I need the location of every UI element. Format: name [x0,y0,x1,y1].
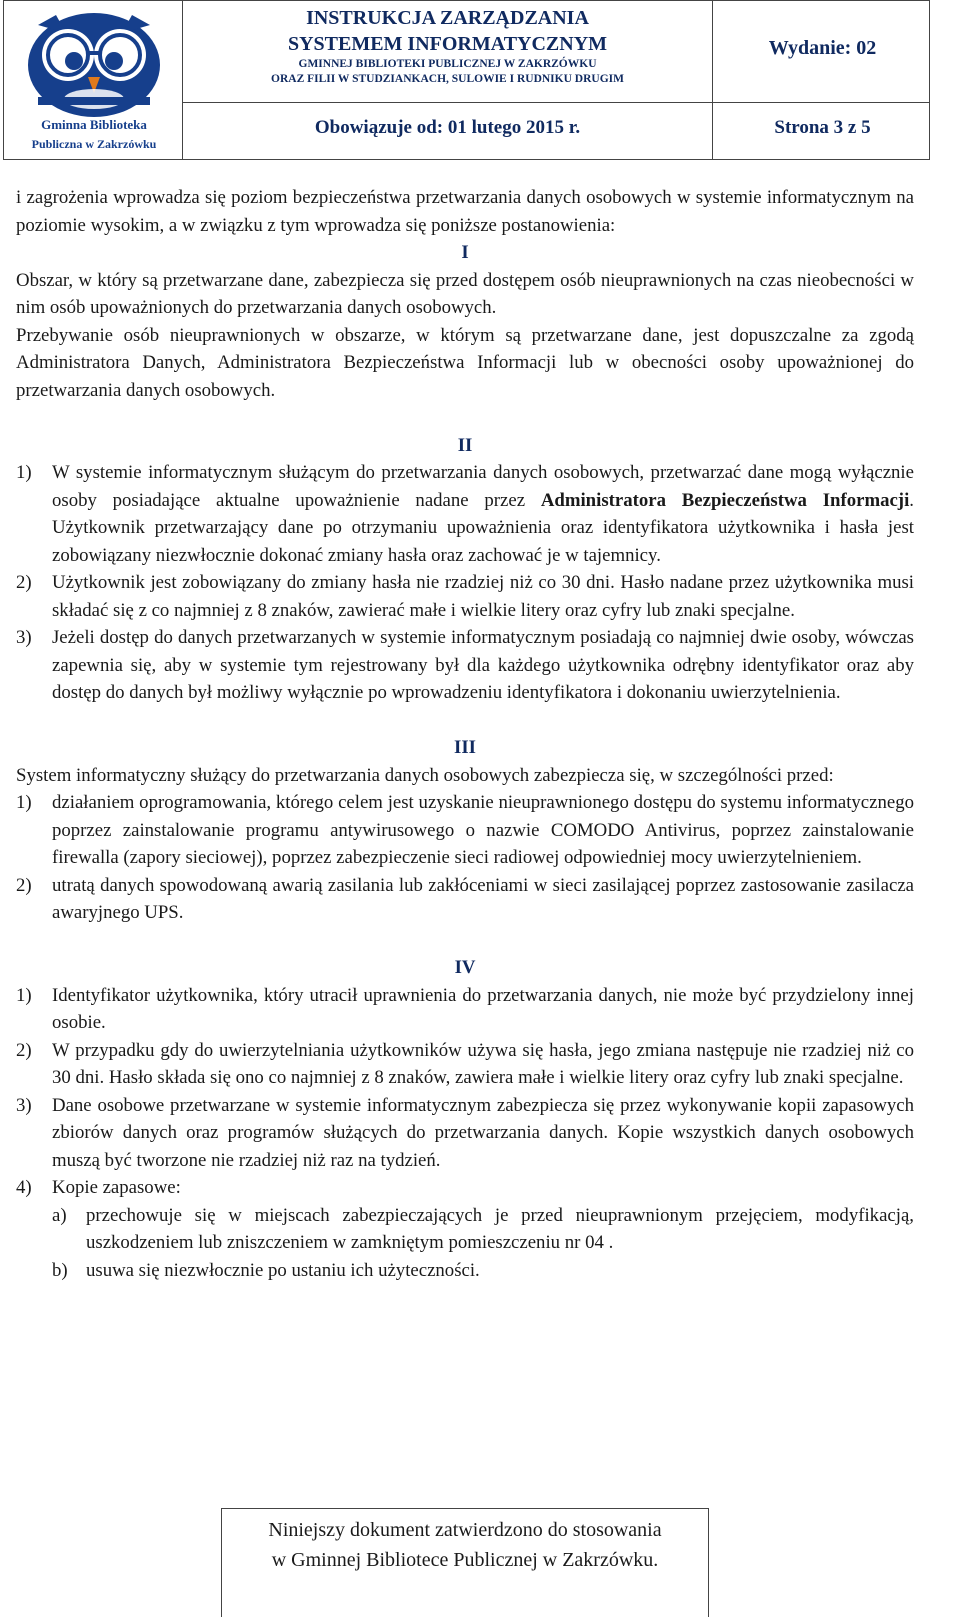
list-item: 2) W przypadku gdy do uwierzytelniania użytkowników używa się hasła, jego zmiana następuje nie rzadziej niż co 30 dni. Hasło składa się ono co najmniej z 8 znaków, zawiera małe i wielkie litery oraz cyfry lub znaki specjalne. [16,1039,914,1088]
section-heading-4: IV [454,957,476,978]
list-item: 2) Użytkownik jest zobowiązany do zmiany hasła nie rzadziej niż co 30 dni. Hasło nadane przez użytkownika musi składać się z co najmniej z 8 znaków, zawierać małe i wielkie litery oraz cyfry lub znaki specjalne. [16,572,914,621]
section-heading-2: II [457,434,473,456]
section1-para1: Obszar, w który są przetwarzane dane, zabezpiecza się przed dostępem osób nieuprawnionych na czas nieobecności w nim osób upoważnionych do przetwarzania danych osobowych. [16,269,914,318]
list-item: 4) Kopie zapasowe: [16,1177,181,1198]
list-item: 1) Identyfikator użytkownika, który utracił uprawnienia do przetwarzania danych, nie może być przydzielony innej osobie. [16,984,914,1033]
title-line-2: SYSTEMEM INFORMATYCZNYM [287,33,608,55]
title-line-1: INSTRUKCJA ZARZĄDZANIA [306,7,589,29]
approval-footer [221,1508,709,1617]
list-item: 3) Dane osobowe przetwarzane w systemie informatycznym zabezpiecza się przez wykonywanie kopii zapasowych zbiorów danych oraz programów służących do przetwarzania danych. Kopie wszystkich danych osobowych muszą być tworzone nie rzadziej niż raz na tydzień. [16,1094,914,1171]
footer-line-2: w Gminnej Bibliotece Publicznej w Zakrzówku. [271,1549,659,1571]
effective-date: Obowiązuje od: 01 lutego 2015 r. [314,117,581,138]
list-item: 2) utratą danych spowodowaną awarią zasilania lub zakłóceniami w sieci zasilającej poprzez zastosowanie zasilacza awaryjnego UPS. [16,874,914,923]
list-item: 3) Jeżeli dostęp do danych przetwarzanych w systemie informatycznym posiadają co najmniej dwie osoby, wówczas zapewnia się, aby w systemie tym rejestrowany był dla każdego użytkownika odrębny identyfikator oraz aby dostęp do danych był możliwy wyłącznie po wprowadzeniu identyfikatora i dokonaniu uwierzytelnienia. [16,627,914,703]
intro-paragraph: i zagrożenia wprowadza się poziom bezpieczeństwa przetwarzania danych osobowych w systemie informatycznym na poziomie wysokim, a w związku z tym wprowadza się poniższe postanowienia: [16,187,914,236]
section3-intro: System informatyczny służący do przetwarzania danych osobowych zabezpiecza się, w szczególności przed: [16,764,834,786]
bold-role-name: Administratora Bezpieczeństwa Informacji [540,489,910,511]
footer-line-1: Niniejszy dokument zatwierdzono do stosowania [268,1519,662,1541]
section-heading-3: III [454,737,476,758]
sub-list-item: b) usuwa się niezwłocznie po ustaniu ich użyteczności. [52,1259,480,1281]
svg-text:Gminna Biblioteka: Gminna Biblioteka [41,117,147,132]
sub-list-item: a) przechowuje się w miejscach zabezpieczających je przed nieuprawnionym przejęciem, modyfikacją, uszkodzeniem lub zniszczeniem w zamkniętym pomieszczeniu nr 04 . [52,1204,914,1253]
svg-text:Publiczna w Zakrzówku: Publiczna w Zakrzówku [31,137,157,151]
title-line-4: ORAZ FILII W STUDZIANKACH, SULOWIE I RUDNIKU DRUGIM [271,73,624,85]
document-header [3,0,930,160]
edition-label: Wydanie: 02 [768,37,877,59]
document-title [184,5,711,87]
list-item: 1) działaniem oprogramowania, którego celem jest uzyskanie nieuprawnionego dostępu do systemu informatycznego poprzez zainstalowanie programu antywirusowego o nazwie COMODO Antivirus, poprzez zainstalowanie firewalla (zapory sieciowej), poprzez zabezpieczenie sieci radiowej odpowiedniej mocy uwierzytelnieniem. [16,792,914,868]
document-body [16,184,914,1284]
page-number: Strona 3 z 5 [774,117,871,138]
title-line-3: GMINNEJ BIBLIOTEKI PUBLICZNEJ W ZAKRZÓWKU [298,58,597,70]
section-heading-1: I [461,242,469,263]
list-item: 1) W systemie informatycznym służącym do przetwarzania danych osobowych, przetwarzać dane mogą wyłącznie osoby posiadające aktualne upoważnienie nadane przez Administratora Bezpieczeństwa Informacji. Użytkownik przetwarzający dane po otrzymaniu upoważnienia oraz identyfikatora użytkownika i hasła jest zobowiązany niezwłocznie dokonać zmiany hasła oraz zachować je w tajemnicy. [16,462,914,566]
owl-logo-icon [8,3,180,158]
library-logo [8,3,180,158]
section1-para2: Przebywanie osób nieuprawnionych w obszarze, w którym są przetwarzane dane, jest dopuszczalne za zgodą Administratora Danych, Administratora Bezpieczeństwa Informacji lub w obecności osoby upoważnionej do przetwarzania danych osobowych. [16,324,914,401]
